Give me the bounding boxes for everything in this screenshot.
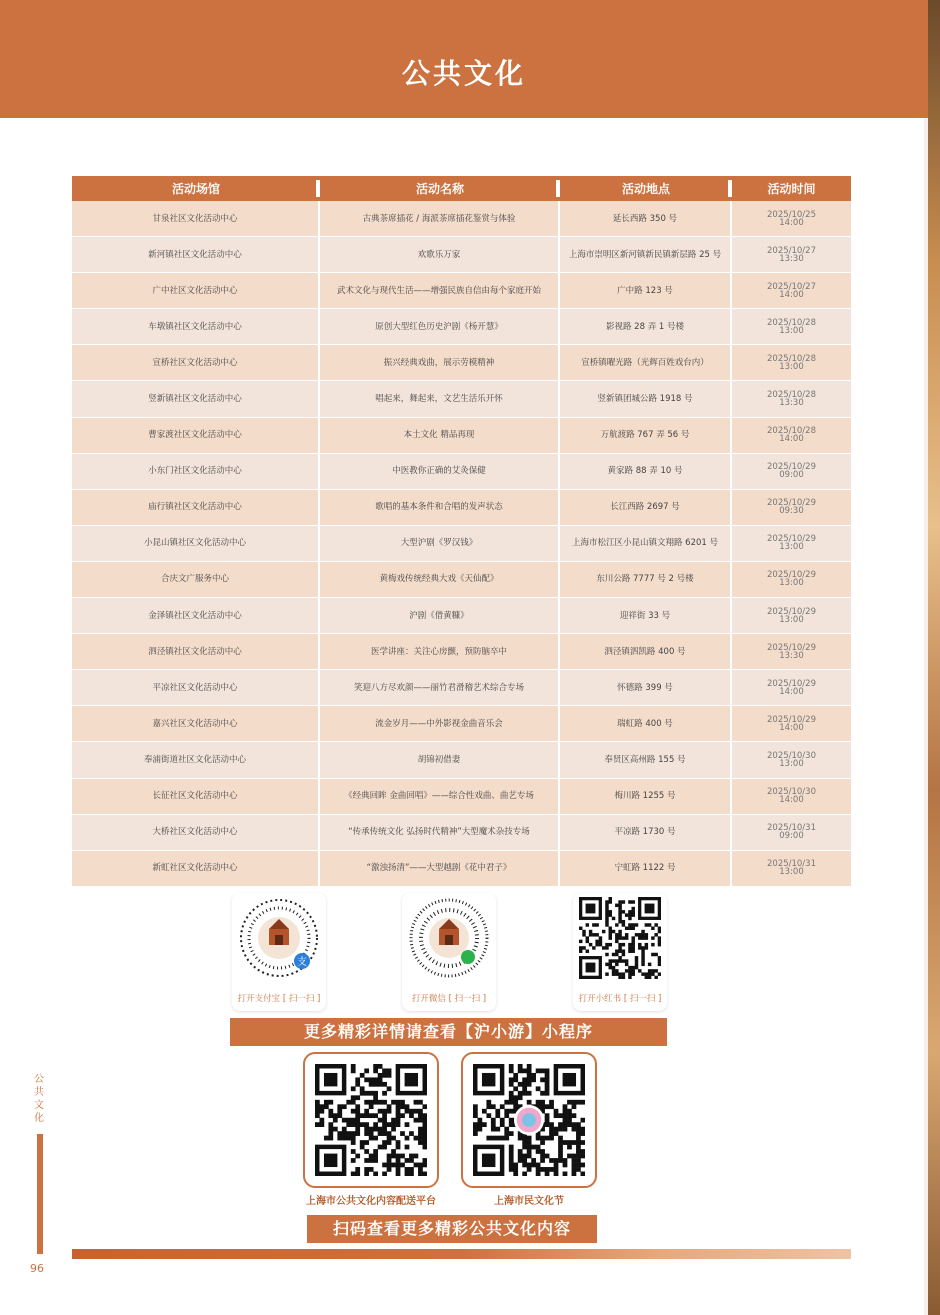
event-name-cell: 唱起来，舞起来，文艺生活乐开怀 — [320, 381, 560, 417]
time-cell — [732, 418, 851, 454]
table-row — [72, 598, 851, 634]
venue-cell: 金泽镇社区文化活动中心 — [72, 598, 320, 634]
location-cell: 平凉路 1730 号 — [560, 815, 732, 851]
table-row — [72, 634, 851, 670]
page-header — [0, 0, 928, 118]
time-cell — [732, 706, 851, 742]
time-cell — [732, 345, 851, 381]
side-section-label — [31, 1073, 47, 1125]
location-cell: 延长西路 350 号 — [560, 201, 732, 237]
time-cell — [732, 381, 851, 417]
event-date: 2025/10/30 — [767, 750, 816, 761]
venue-cell: 合庆文广服务中心 — [72, 562, 320, 598]
table-row — [72, 562, 851, 598]
xiaohongshu-qr-card[interactable] — [573, 893, 667, 1011]
time-cell — [732, 309, 851, 345]
event-time: 13:00 — [779, 867, 804, 878]
event-name-cell: 笑迎八方尽欢颜——丽竹君滑稽艺术综合专场 — [320, 670, 560, 706]
citizen-culture-festival-qr-code-icon — [473, 1064, 585, 1176]
time-cell — [732, 670, 851, 706]
header-location: 活动地点 — [560, 176, 732, 201]
table-row — [72, 273, 851, 309]
location-cell: 影视路 28 弄 1 号楼 — [560, 309, 732, 345]
event-time: 14:00 — [779, 289, 804, 300]
header-venue: 活动场馆 — [72, 176, 320, 201]
wechat-miniprogram-code-icon — [408, 897, 490, 979]
event-name-cell: 流金岁月——中外影视金曲音乐会 — [320, 706, 560, 742]
table-row — [72, 815, 851, 851]
event-name-cell: 本土文化 精品再现 — [320, 418, 560, 454]
table-row — [72, 418, 851, 454]
table-row — [72, 345, 851, 381]
citizen-culture-festival-qr[interactable] — [461, 1052, 597, 1188]
event-time: 14:00 — [779, 686, 804, 697]
event-time: 13:30 — [779, 650, 804, 661]
event-name-cell: “传承传统文化 弘扬时代精神”大型魔术杂技专场 — [320, 815, 560, 851]
time-cell — [732, 454, 851, 490]
venue-cell: 甘泉社区文化活动中心 — [72, 201, 320, 237]
event-time: 13:30 — [779, 398, 804, 409]
table-row — [72, 742, 851, 778]
venue-cell: 庙行镇社区文化活动中心 — [72, 490, 320, 526]
event-date: 2025/10/30 — [767, 787, 816, 798]
event-name-cell: 大型沪剧《罗汉钱》 — [320, 526, 560, 562]
wechat-qr-card[interactable] — [402, 893, 496, 1011]
wechat-caption: 打开微信 [ 扫一扫 ] — [411, 994, 487, 1004]
location-cell: 宁虹路 1122 号 — [560, 851, 732, 887]
event-name-cell: 沪剧《借黄糠》 — [320, 598, 560, 634]
event-time: 13:00 — [779, 361, 804, 372]
time-cell — [732, 815, 851, 851]
event-date: 2025/10/25 — [767, 209, 816, 220]
time-cell — [732, 490, 851, 526]
event-time: 09:00 — [779, 470, 804, 481]
event-date: 2025/10/29 — [767, 606, 816, 617]
event-date: 2025/10/28 — [767, 353, 816, 364]
location-cell: 奉贤区高州路 155 号 — [560, 742, 732, 778]
time-cell — [732, 237, 851, 273]
event-name-cell: 《经典回眸 金曲回唱》——综合性戏曲、曲艺专场 — [320, 779, 560, 815]
venue-cell: 平凉社区文化活动中心 — [72, 670, 320, 706]
citizen-culture-festival-caption: 上海市民文化节 — [494, 1196, 564, 1207]
event-date: 2025/10/29 — [767, 462, 816, 473]
table-row — [72, 201, 851, 237]
event-date: 2025/10/29 — [767, 570, 816, 581]
footer-gradient-bar — [72, 1249, 851, 1259]
event-name-cell: 医学讲座：关注心房颤，预防脑卒中 — [320, 634, 560, 670]
table-row — [72, 706, 851, 742]
event-time: 13:00 — [779, 614, 804, 625]
event-date: 2025/10/29 — [767, 642, 816, 653]
table-row — [72, 454, 851, 490]
event-time: 09:00 — [779, 831, 804, 842]
table-row — [72, 237, 851, 273]
venue-cell: 泗泾镇社区文化活动中心 — [72, 634, 320, 670]
event-time: 14:00 — [779, 722, 804, 733]
table-header-row — [72, 176, 851, 201]
venue-cell: 嘉兴社区文化活动中心 — [72, 706, 320, 742]
event-date: 2025/10/31 — [767, 859, 816, 870]
culture-platform-qr-code-icon — [315, 1064, 427, 1176]
event-time: 14:00 — [779, 217, 804, 228]
event-time: 14:00 — [779, 795, 804, 806]
adjacent-page-strip — [928, 0, 940, 1315]
location-cell: 梅川路 1255 号 — [560, 779, 732, 815]
location-cell: 瑞虹路 400 号 — [560, 706, 732, 742]
event-date: 2025/10/27 — [767, 245, 816, 256]
time-cell — [732, 562, 851, 598]
event-date: 2025/10/28 — [767, 426, 816, 437]
time-cell — [732, 598, 851, 634]
table-row — [72, 779, 851, 815]
event-date: 2025/10/29 — [767, 678, 816, 689]
time-cell — [732, 779, 851, 815]
time-cell — [732, 634, 851, 670]
table-row — [72, 490, 851, 526]
event-date: 2025/10/29 — [767, 534, 816, 545]
svg-text:支: 支 — [297, 957, 307, 968]
event-time: 13:00 — [779, 325, 804, 336]
event-name-cell: 古典茶席插花 / 海派茶席插花鉴赏与体验 — [320, 201, 560, 237]
event-name-cell: 歌唱的基本条件和合唱的发声状态 — [320, 490, 560, 526]
event-date: 2025/10/31 — [767, 823, 816, 834]
event-time: 13:00 — [779, 542, 804, 553]
venue-cell: 小东门社区文化活动中心 — [72, 454, 320, 490]
event-date: 2025/10/28 — [767, 390, 816, 401]
culture-platform-caption: 上海市公共文化内容配送平台 — [306, 1196, 436, 1207]
mini-program-banner: 更多精彩详情请查看【沪小游】小程序 — [230, 1018, 667, 1046]
location-cell: 长江西路 2697 号 — [560, 490, 732, 526]
venue-cell: 车墩镇社区文化活动中心 — [72, 309, 320, 345]
table-row — [72, 670, 851, 706]
event-name-cell: “激浊扬清”——大型越剧《花中君子》 — [320, 851, 560, 887]
table-row — [72, 381, 851, 417]
xiaohongshu-qr-code-icon — [579, 897, 661, 979]
location-cell: 万航渡路 767 弄 56 号 — [560, 418, 732, 454]
location-cell: 泗泾镇泗凯路 400 号 — [560, 634, 732, 670]
event-time: 13:30 — [779, 253, 804, 264]
header-time: 活动时间 — [732, 176, 851, 201]
venue-cell: 广中社区文化活动中心 — [72, 273, 320, 309]
event-name-cell: 振兴经典戏曲，展示劳模精神 — [320, 345, 560, 381]
event-name-cell: 欢歌乐万家 — [320, 237, 560, 273]
alipay-caption: 打开支付宝 [ 扫一扫 ] — [237, 994, 321, 1004]
venue-cell: 竖新镇社区文化活动中心 — [72, 381, 320, 417]
location-cell: 东川公路 7777 号 2 号楼 — [560, 562, 732, 598]
location-cell: 上海市崇明区新河镇新民镇新层路 25 号 — [560, 237, 732, 273]
event-name-cell: 胡锦初借妻 — [320, 742, 560, 778]
alipay-qr-card[interactable] — [232, 893, 326, 1011]
event-name-cell: 黄梅戏传统经典大戏《天仙配》 — [320, 562, 560, 598]
time-cell — [732, 742, 851, 778]
venue-cell: 曹家渡社区文化活动中心 — [72, 418, 320, 454]
venue-cell: 新虹社区文化活动中心 — [72, 851, 320, 887]
time-cell — [732, 526, 851, 562]
time-cell — [732, 273, 851, 309]
event-time: 13:00 — [779, 758, 804, 769]
alipay-miniprogram-code-icon — [238, 897, 320, 979]
event-date: 2025/10/27 — [767, 281, 816, 292]
event-name-cell: 中医教你正确的艾灸保健 — [320, 454, 560, 490]
culture-platform-qr[interactable] — [303, 1052, 439, 1188]
table-body — [72, 201, 851, 887]
location-cell: 竖新镇团城公路 1918 号 — [560, 381, 732, 417]
event-time: 13:00 — [779, 578, 804, 589]
event-time: 14:00 — [779, 434, 804, 445]
venue-cell: 小昆山镇社区文化活动中心 — [72, 526, 320, 562]
location-cell: 怀德路 399 号 — [560, 670, 732, 706]
event-name-cell: 武术文化与现代生活——增强民族自信由每个家庭开始 — [320, 273, 560, 309]
location-cell: 广中路 123 号 — [560, 273, 732, 309]
more-content-banner: 扫码查看更多精彩公共文化内容 — [307, 1215, 597, 1243]
event-name-cell: 原创大型红色历史沪剧《杨开慧》 — [320, 309, 560, 345]
page-number: 96 — [30, 1262, 44, 1275]
location-cell: 迎祥街 33 号 — [560, 598, 732, 634]
event-time: 09:30 — [779, 506, 804, 517]
table-row — [72, 309, 851, 345]
location-cell: 黄家路 88 弄 10 号 — [560, 454, 732, 490]
time-cell — [732, 851, 851, 887]
location-cell: 上海市松江区小昆山镇文翔路 6201 号 — [560, 526, 732, 562]
venue-cell: 长征社区文化活动中心 — [72, 779, 320, 815]
event-date: 2025/10/28 — [767, 317, 816, 328]
table-row — [72, 851, 851, 887]
event-date: 2025/10/29 — [767, 714, 816, 725]
table-row — [72, 526, 851, 562]
time-cell — [732, 201, 851, 237]
page-title: 公共文化 — [401, 57, 526, 90]
side-label-text: 公共文化 — [34, 1074, 44, 1124]
venue-cell: 大桥社区文化活动中心 — [72, 815, 320, 851]
header-event-name: 活动名称 — [320, 176, 560, 201]
venue-cell: 宣桥社区文化活动中心 — [72, 345, 320, 381]
location-cell: 宣桥镇曜光路（光辉百姓戏台内） — [560, 345, 732, 381]
venue-cell: 新河镇社区文化活动中心 — [72, 237, 320, 273]
venue-cell: 奉浦街道社区文化活动中心 — [72, 742, 320, 778]
xiaohongshu-caption: 打开小红书 [ 扫一扫 ] — [578, 994, 662, 1004]
events-table — [72, 176, 851, 887]
side-accent-bar — [37, 1134, 43, 1254]
event-date: 2025/10/29 — [767, 498, 816, 509]
